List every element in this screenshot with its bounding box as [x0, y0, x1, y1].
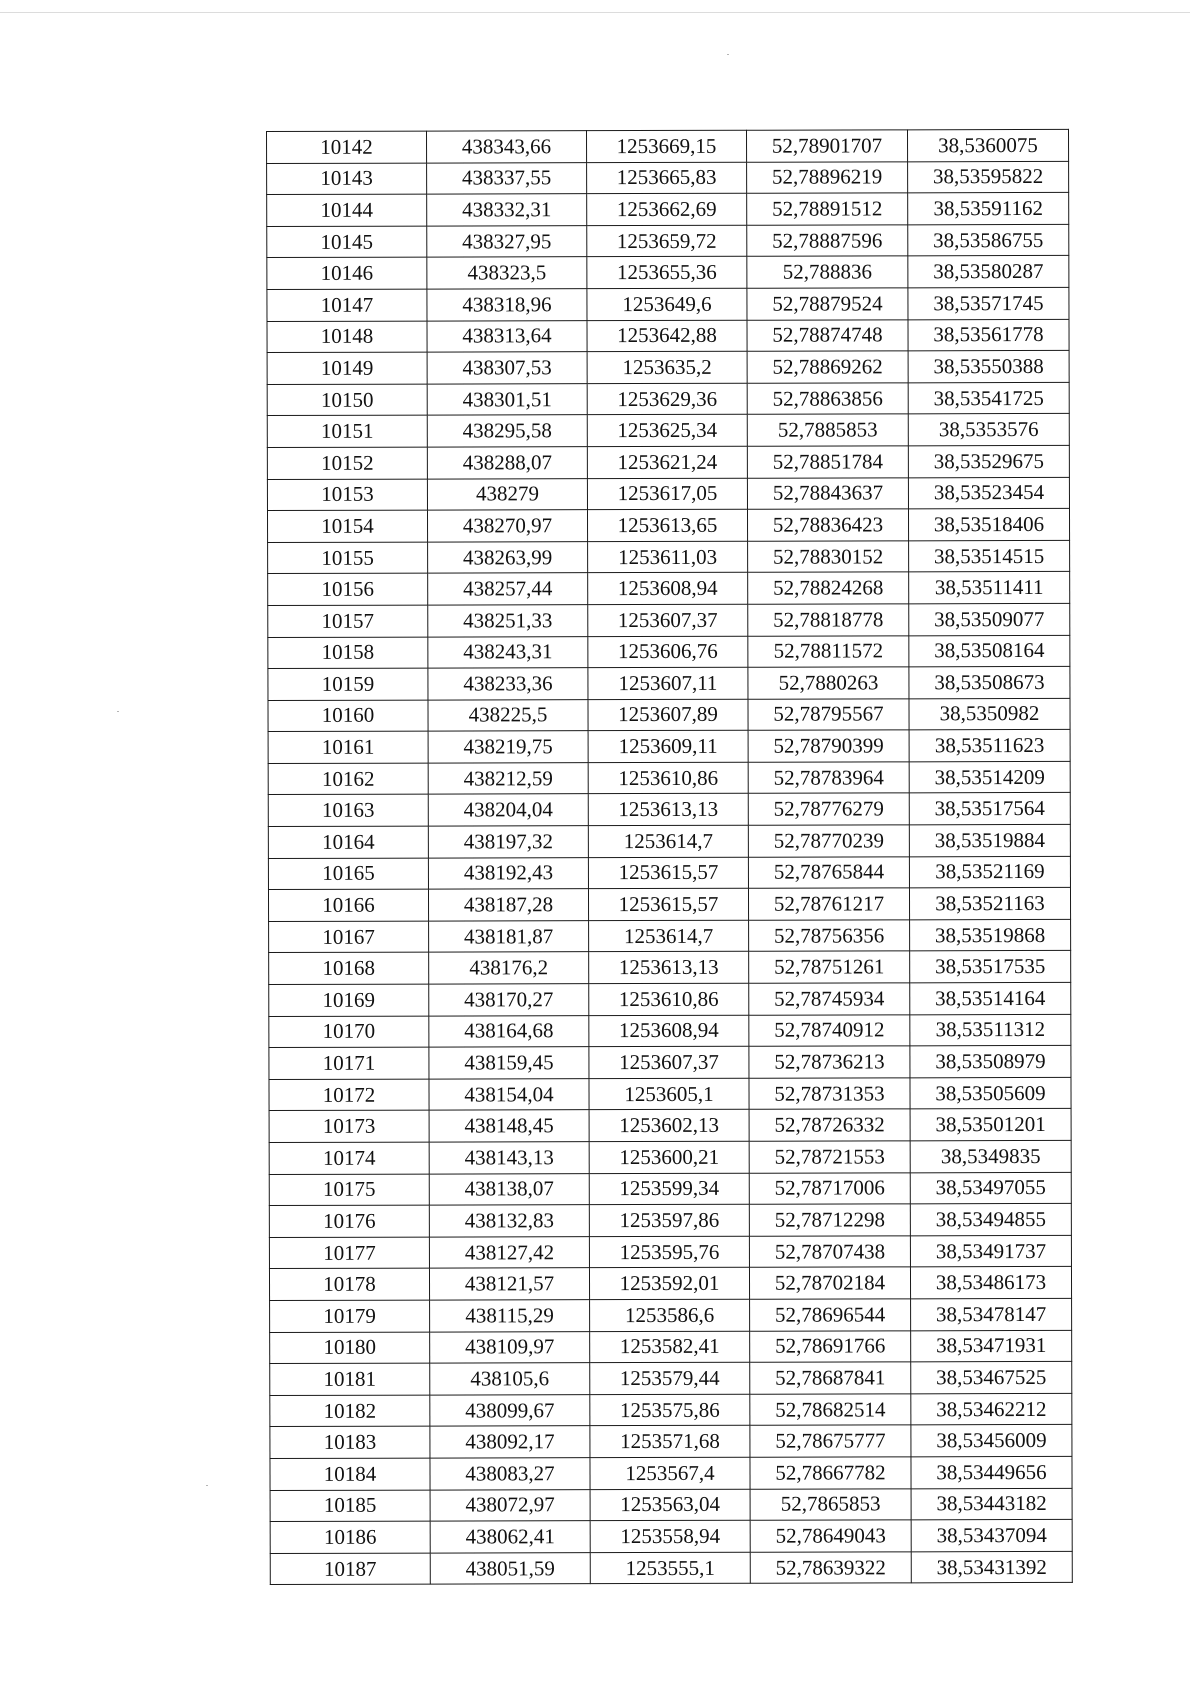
x-coordinate-cell: 438307,53 — [427, 352, 587, 384]
x-coordinate-cell: 438318,96 — [427, 289, 587, 321]
longitude-cell: 38,53518406 — [908, 509, 1069, 541]
y-coordinate-cell: 1253567,4 — [590, 1457, 750, 1489]
y-coordinate-cell: 1253599,34 — [589, 1173, 749, 1205]
longitude-cell: 38,53491737 — [910, 1235, 1071, 1267]
table-row — [268, 761, 1070, 795]
latitude-cell: 52,78811572 — [748, 635, 909, 667]
latitude-cell: 52,78761217 — [748, 888, 909, 920]
longitude-cell: 38,53541725 — [908, 382, 1069, 414]
y-coordinate-cell: 1253614,7 — [589, 920, 749, 952]
document-page — [266, 129, 1073, 1585]
y-coordinate-cell: 1253613,65 — [587, 509, 747, 541]
table-row — [267, 414, 1069, 448]
longitude-cell: 38,53501201 — [910, 1109, 1071, 1141]
point-number-cell: 10150 — [267, 384, 427, 416]
latitude-cell: 52,7865853 — [750, 1488, 911, 1520]
table-row — [270, 1393, 1072, 1427]
point-number-cell: 10156 — [268, 573, 428, 605]
longitude-cell: 38,53467525 — [911, 1362, 1072, 1394]
latitude-cell: 52,78721553 — [749, 1141, 910, 1173]
latitude-cell: 52,78863856 — [747, 383, 908, 415]
x-coordinate-cell: 438243,31 — [428, 636, 588, 668]
y-coordinate-cell: 1253617,05 — [587, 478, 747, 510]
point-number-cell: 10162 — [268, 763, 428, 795]
point-number-cell: 10165 — [268, 858, 428, 890]
y-coordinate-cell: 1253575,86 — [590, 1394, 750, 1426]
latitude-cell: 52,78687841 — [750, 1362, 911, 1394]
latitude-cell: 52,78691766 — [750, 1330, 911, 1362]
x-coordinate-cell: 438212,59 — [428, 763, 588, 795]
y-coordinate-cell: 1253607,89 — [588, 699, 748, 731]
y-coordinate-cell: 1253608,94 — [588, 573, 748, 605]
y-coordinate-cell: 1253613,13 — [588, 794, 748, 826]
y-coordinate-cell: 1253610,86 — [589, 983, 749, 1015]
latitude-cell: 52,78682514 — [750, 1394, 911, 1426]
point-number-cell: 10170 — [269, 1016, 429, 1048]
latitude-cell: 52,78836423 — [747, 509, 908, 541]
y-coordinate-cell: 1253610,86 — [588, 762, 748, 794]
y-coordinate-cell: 1253563,04 — [590, 1489, 750, 1521]
table-row — [269, 1204, 1071, 1238]
point-number-cell: 10145 — [267, 226, 427, 258]
y-coordinate-cell: 1253642,88 — [587, 320, 747, 352]
table-row — [267, 256, 1069, 290]
x-coordinate-cell: 438072,97 — [430, 1489, 590, 1521]
point-number-cell: 10179 — [270, 1300, 430, 1332]
x-coordinate-cell: 438197,32 — [428, 826, 588, 858]
point-number-cell: 10147 — [267, 289, 427, 321]
x-coordinate-cell: 438176,2 — [429, 952, 589, 984]
scan-border-line — [0, 12, 1190, 13]
y-coordinate-cell: 1253600,21 — [589, 1141, 749, 1173]
longitude-cell: 38,53471931 — [911, 1330, 1072, 1362]
y-coordinate-cell: 1253659,72 — [587, 225, 747, 257]
table-row — [269, 1077, 1071, 1111]
table-row — [270, 1488, 1072, 1522]
x-coordinate-cell: 438225,5 — [428, 699, 588, 731]
longitude-cell: 38,53517564 — [909, 793, 1070, 825]
latitude-cell: 52,78707438 — [749, 1236, 910, 1268]
latitude-cell: 52,78879524 — [747, 288, 908, 320]
longitude-cell: 38,53449656 — [911, 1456, 1072, 1488]
longitude-cell: 38,53550388 — [908, 351, 1069, 383]
longitude-cell: 38,53508164 — [909, 635, 1070, 667]
y-coordinate-cell: 1253597,86 — [589, 1204, 749, 1236]
table-row — [268, 793, 1070, 827]
point-number-cell: 10142 — [267, 131, 427, 163]
table-row — [268, 856, 1070, 890]
longitude-cell: 38,5350982 — [909, 698, 1070, 730]
point-number-cell: 10144 — [267, 194, 427, 226]
x-coordinate-cell: 438138,07 — [429, 1173, 589, 1205]
x-coordinate-cell: 438051,59 — [430, 1552, 590, 1584]
table-row — [268, 603, 1070, 637]
table-row — [269, 919, 1071, 953]
table-row — [269, 1046, 1071, 1080]
point-number-cell: 10187 — [270, 1553, 430, 1585]
latitude-cell: 52,78639322 — [750, 1552, 911, 1584]
table-row — [268, 635, 1070, 669]
table-row — [267, 129, 1069, 163]
longitude-cell: 38,53529675 — [908, 445, 1069, 477]
longitude-cell: 38,53519884 — [909, 824, 1070, 856]
latitude-cell: 52,78887596 — [747, 225, 908, 257]
y-coordinate-cell: 1253613,13 — [589, 952, 749, 984]
latitude-cell: 52,78667782 — [750, 1457, 911, 1489]
x-coordinate-cell: 438263,99 — [428, 541, 588, 573]
table-row — [268, 698, 1070, 732]
longitude-cell: 38,53586755 — [908, 224, 1069, 256]
x-coordinate-cell: 438164,68 — [429, 1015, 589, 1047]
longitude-cell: 38,5349835 — [910, 1140, 1071, 1172]
x-coordinate-cell: 438204,04 — [428, 794, 588, 826]
point-number-cell: 10180 — [270, 1332, 430, 1364]
point-number-cell: 10164 — [268, 826, 428, 858]
latitude-cell: 52,78717006 — [749, 1172, 910, 1204]
y-coordinate-cell: 1253609,11 — [588, 731, 748, 763]
point-number-cell: 10158 — [268, 637, 428, 669]
y-coordinate-cell: 1253606,76 — [588, 636, 748, 668]
x-coordinate-cell: 438251,33 — [428, 605, 588, 637]
point-number-cell: 10181 — [270, 1363, 430, 1395]
longitude-cell: 38,5360075 — [907, 129, 1068, 161]
longitude-cell: 38,53514164 — [910, 982, 1071, 1014]
latitude-cell: 52,78696544 — [750, 1299, 911, 1331]
x-coordinate-cell: 438092,17 — [430, 1426, 590, 1458]
x-coordinate-cell: 438115,29 — [430, 1300, 590, 1332]
longitude-cell: 38,53462212 — [911, 1393, 1072, 1425]
point-number-cell: 10148 — [267, 321, 427, 353]
x-coordinate-cell: 438181,87 — [429, 921, 589, 953]
y-coordinate-cell: 1253635,2 — [587, 351, 747, 383]
table-row — [270, 1425, 1072, 1459]
longitude-cell: 38,53511312 — [910, 1014, 1071, 1046]
latitude-cell: 52,78869262 — [747, 351, 908, 383]
table-row — [269, 951, 1071, 985]
x-coordinate-cell: 438279 — [427, 478, 587, 510]
scan-speck — [727, 54, 729, 55]
latitude-cell: 52,78824268 — [748, 572, 909, 604]
point-number-cell: 10178 — [269, 1268, 429, 1300]
x-coordinate-cell: 438170,27 — [429, 984, 589, 1016]
y-coordinate-cell: 1253607,37 — [588, 604, 748, 636]
latitude-cell: 52,78702184 — [749, 1267, 910, 1299]
latitude-cell: 52,788836 — [747, 256, 908, 288]
longitude-cell: 38,53561778 — [908, 319, 1069, 351]
point-number-cell: 10166 — [268, 889, 428, 921]
y-coordinate-cell: 1253595,76 — [589, 1236, 749, 1268]
longitude-cell: 38,53494855 — [910, 1204, 1071, 1236]
latitude-cell: 52,78649043 — [750, 1520, 911, 1552]
point-number-cell: 10160 — [268, 700, 428, 732]
longitude-cell: 38,53508979 — [910, 1046, 1071, 1078]
y-coordinate-cell: 1253655,36 — [587, 257, 747, 289]
latitude-cell: 52,78770239 — [748, 825, 909, 857]
x-coordinate-cell: 438270,97 — [427, 510, 587, 542]
point-number-cell: 10159 — [268, 668, 428, 700]
longitude-cell: 38,53595822 — [908, 161, 1069, 193]
x-coordinate-cell: 438148,45 — [429, 1110, 589, 1142]
table-row — [267, 445, 1069, 479]
latitude-cell: 52,78756356 — [749, 920, 910, 952]
point-number-cell: 10176 — [269, 1205, 429, 1237]
longitude-cell: 38,53443182 — [911, 1488, 1072, 1520]
point-number-cell: 10184 — [270, 1458, 430, 1490]
table-row — [267, 193, 1069, 227]
y-coordinate-cell: 1253611,03 — [588, 541, 748, 573]
point-number-cell: 10153 — [267, 479, 427, 511]
x-coordinate-cell: 438187,28 — [428, 889, 588, 921]
longitude-cell: 38,53519868 — [910, 919, 1071, 951]
y-coordinate-cell: 1253649,6 — [587, 288, 747, 320]
longitude-cell: 38,53517535 — [910, 951, 1071, 983]
point-number-cell: 10175 — [269, 1174, 429, 1206]
x-coordinate-cell: 438288,07 — [427, 447, 587, 479]
latitude-cell: 52,78901707 — [746, 130, 907, 162]
table-row — [267, 224, 1069, 258]
x-coordinate-cell: 438159,45 — [429, 1047, 589, 1079]
point-number-cell: 10167 — [269, 921, 429, 953]
coordinates-table-body — [267, 129, 1073, 1584]
y-coordinate-cell: 1253592,01 — [589, 1268, 749, 1300]
point-number-cell: 10163 — [268, 795, 428, 827]
y-coordinate-cell: 1253571,68 — [590, 1426, 750, 1458]
x-coordinate-cell: 438083,27 — [430, 1458, 590, 1490]
point-number-cell: 10174 — [269, 1142, 429, 1174]
y-coordinate-cell: 1253615,57 — [588, 857, 748, 889]
longitude-cell: 38,53437094 — [911, 1520, 1072, 1552]
y-coordinate-cell: 1253662,69 — [587, 193, 747, 225]
y-coordinate-cell: 1253607,11 — [588, 667, 748, 699]
table-row — [268, 666, 1070, 700]
latitude-cell: 52,78843637 — [747, 477, 908, 509]
latitude-cell: 52,78818778 — [748, 604, 909, 636]
point-number-cell: 10146 — [267, 257, 427, 289]
table-row — [267, 161, 1069, 195]
longitude-cell: 38,53478147 — [911, 1298, 1072, 1330]
longitude-cell: 38,53571745 — [908, 287, 1069, 319]
table-row — [268, 730, 1070, 764]
table-row — [267, 509, 1069, 543]
latitude-cell: 52,78891512 — [747, 193, 908, 225]
point-number-cell: 10155 — [268, 542, 428, 574]
x-coordinate-cell: 438257,44 — [428, 573, 588, 605]
longitude-cell: 38,53511623 — [909, 730, 1070, 762]
point-number-cell: 10172 — [269, 1079, 429, 1111]
x-coordinate-cell: 438337,55 — [427, 162, 587, 194]
point-number-cell: 10154 — [267, 510, 427, 542]
table-row — [270, 1330, 1072, 1364]
y-coordinate-cell: 1253605,1 — [589, 1078, 749, 1110]
longitude-cell: 38,53505609 — [910, 1077, 1071, 1109]
table-row — [267, 319, 1069, 353]
y-coordinate-cell: 1253579,44 — [590, 1362, 750, 1394]
longitude-cell: 38,53431392 — [911, 1551, 1072, 1583]
point-number-cell: 10183 — [270, 1426, 430, 1458]
longitude-cell: 38,53497055 — [910, 1172, 1071, 1204]
y-coordinate-cell: 1253558,94 — [590, 1520, 750, 1552]
table-row — [270, 1456, 1072, 1490]
table-row — [269, 1172, 1071, 1206]
point-number-cell: 10143 — [267, 163, 427, 195]
y-coordinate-cell: 1253582,41 — [590, 1331, 750, 1363]
longitude-cell: 38,53508673 — [909, 666, 1070, 698]
x-coordinate-cell: 438233,36 — [428, 668, 588, 700]
latitude-cell: 52,78783964 — [748, 762, 909, 794]
y-coordinate-cell: 1253621,24 — [587, 446, 747, 478]
latitude-cell: 52,78851784 — [747, 446, 908, 478]
table-row — [267, 382, 1069, 416]
x-coordinate-cell: 438154,04 — [429, 1078, 589, 1110]
y-coordinate-cell: 1253607,37 — [589, 1046, 749, 1078]
x-coordinate-cell: 438062,41 — [430, 1521, 590, 1553]
latitude-cell: 52,78740912 — [749, 1014, 910, 1046]
table-row — [270, 1298, 1072, 1332]
latitude-cell: 52,78874748 — [747, 319, 908, 351]
table-row — [267, 477, 1069, 511]
point-number-cell: 10157 — [268, 605, 428, 637]
longitude-cell: 38,53514515 — [909, 540, 1070, 572]
x-coordinate-cell: 438313,64 — [427, 320, 587, 352]
longitude-cell: 38,5353576 — [908, 414, 1069, 446]
point-number-cell: 10173 — [269, 1110, 429, 1142]
latitude-cell: 52,78751261 — [749, 951, 910, 983]
y-coordinate-cell: 1253555,1 — [590, 1552, 750, 1584]
x-coordinate-cell: 438143,13 — [429, 1142, 589, 1174]
latitude-cell: 52,78830152 — [748, 541, 909, 573]
x-coordinate-cell: 438332,31 — [427, 194, 587, 226]
point-number-cell: 10161 — [268, 731, 428, 763]
longitude-cell: 38,53511411 — [909, 572, 1070, 604]
point-number-cell: 10151 — [267, 415, 427, 447]
latitude-cell: 52,7880263 — [748, 667, 909, 699]
x-coordinate-cell: 438219,75 — [428, 731, 588, 763]
x-coordinate-cell: 438105,6 — [430, 1363, 590, 1395]
y-coordinate-cell: 1253614,7 — [588, 825, 748, 857]
table-row — [269, 1014, 1071, 1048]
table-row — [270, 1362, 1072, 1396]
latitude-cell: 52,78790399 — [748, 730, 909, 762]
table-row — [268, 824, 1070, 858]
longitude-cell: 38,53521169 — [909, 856, 1070, 888]
longitude-cell: 38,53486173 — [910, 1267, 1071, 1299]
y-coordinate-cell: 1253625,34 — [587, 415, 747, 447]
scan-speck — [206, 1485, 208, 1486]
latitude-cell: 52,78726332 — [749, 1109, 910, 1141]
point-number-cell: 10186 — [270, 1521, 430, 1553]
x-coordinate-cell: 438343,66 — [427, 131, 587, 163]
x-coordinate-cell: 438192,43 — [428, 857, 588, 889]
longitude-cell: 38,53456009 — [911, 1425, 1072, 1457]
coordinates-table — [266, 129, 1073, 1585]
longitude-cell: 38,53523454 — [908, 477, 1069, 509]
table-row — [270, 1551, 1072, 1585]
longitude-cell: 38,53521163 — [909, 888, 1070, 920]
x-coordinate-cell: 438121,57 — [429, 1268, 589, 1300]
table-row — [269, 982, 1071, 1016]
table-row — [268, 572, 1070, 606]
x-coordinate-cell: 438132,83 — [429, 1205, 589, 1237]
latitude-cell: 52,78795567 — [748, 699, 909, 731]
y-coordinate-cell: 1253608,94 — [589, 1015, 749, 1047]
latitude-cell: 52,78896219 — [747, 161, 908, 193]
latitude-cell: 52,78776279 — [748, 793, 909, 825]
x-coordinate-cell: 438301,51 — [427, 383, 587, 415]
x-coordinate-cell: 438109,97 — [430, 1331, 590, 1363]
latitude-cell: 52,78736213 — [749, 1046, 910, 1078]
scan-speck — [117, 711, 119, 712]
point-number-cell: 10152 — [267, 447, 427, 479]
latitude-cell: 52,78731353 — [749, 1078, 910, 1110]
longitude-cell: 38,53580287 — [908, 256, 1069, 288]
table-row — [270, 1520, 1072, 1554]
latitude-cell: 52,78675777 — [750, 1425, 911, 1457]
point-number-cell: 10149 — [267, 352, 427, 384]
longitude-cell: 38,53509077 — [909, 603, 1070, 635]
table-row — [269, 1109, 1071, 1143]
latitude-cell: 52,7885853 — [747, 414, 908, 446]
point-number-cell: 10168 — [269, 953, 429, 985]
table-row — [269, 1235, 1071, 1269]
point-number-cell: 10182 — [270, 1395, 430, 1427]
x-coordinate-cell: 438323,5 — [427, 257, 587, 289]
table-row — [267, 351, 1069, 385]
y-coordinate-cell: 1253629,36 — [587, 383, 747, 415]
table-row — [268, 888, 1070, 922]
table-row — [268, 540, 1070, 574]
longitude-cell: 38,53514209 — [909, 761, 1070, 793]
table-row — [269, 1267, 1071, 1301]
x-coordinate-cell: 438327,95 — [427, 225, 587, 257]
point-number-cell: 10171 — [269, 1047, 429, 1079]
latitude-cell: 52,78765844 — [748, 856, 909, 888]
point-number-cell: 10185 — [270, 1490, 430, 1522]
latitude-cell: 52,78712298 — [749, 1204, 910, 1236]
table-row — [267, 287, 1069, 321]
x-coordinate-cell: 438127,42 — [429, 1236, 589, 1268]
longitude-cell: 38,53591162 — [908, 193, 1069, 225]
table-row — [269, 1140, 1071, 1174]
x-coordinate-cell: 438099,67 — [430, 1394, 590, 1426]
y-coordinate-cell: 1253615,57 — [588, 888, 748, 920]
x-coordinate-cell: 438295,58 — [427, 415, 587, 447]
latitude-cell: 52,78745934 — [749, 983, 910, 1015]
y-coordinate-cell: 1253665,83 — [587, 162, 747, 194]
y-coordinate-cell: 1253602,13 — [589, 1110, 749, 1142]
y-coordinate-cell: 1253669,15 — [587, 130, 747, 162]
y-coordinate-cell: 1253586,6 — [590, 1299, 750, 1331]
point-number-cell: 10177 — [269, 1237, 429, 1269]
point-number-cell: 10169 — [269, 984, 429, 1016]
